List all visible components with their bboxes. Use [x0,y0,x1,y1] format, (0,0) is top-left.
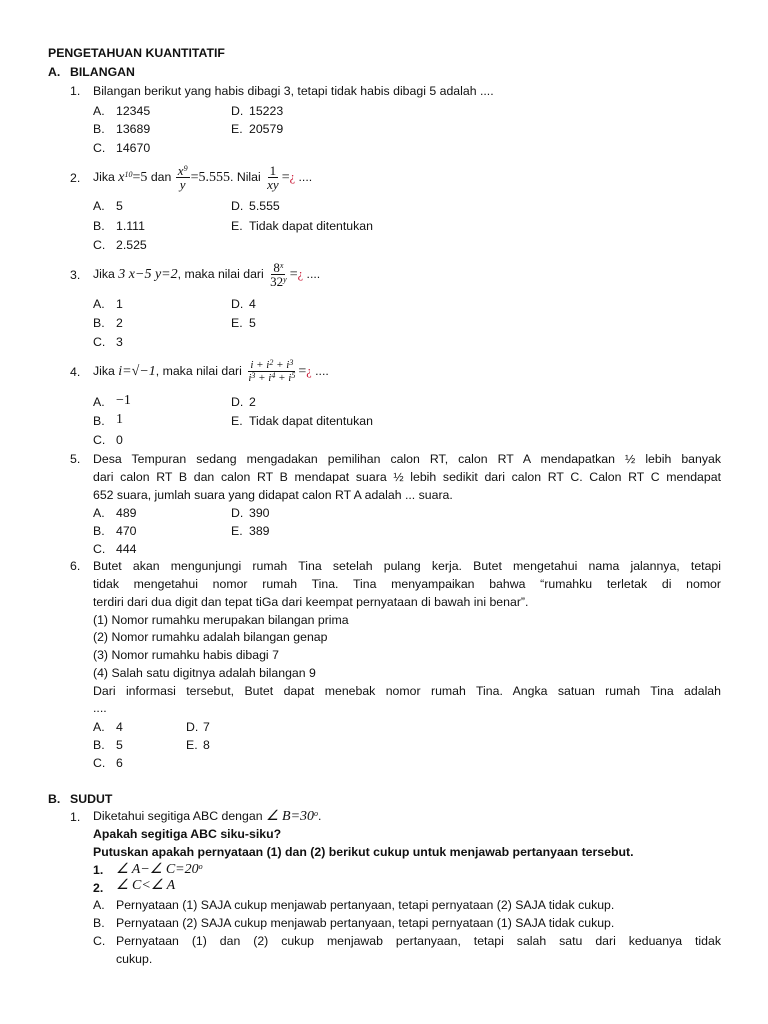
option-value: 4 [249,297,256,311]
option-value: Pernyataan (1) dan (2) cukup menjawab pertanyaan, tetapi salah satu dari keduanya tidak [116,934,721,948]
option-label: D. [186,720,199,734]
option-label: A. [93,104,105,118]
option-value: 5 [116,199,123,213]
question-text [93,807,321,826]
option-value: 14670 [116,141,151,155]
option-label: A. [93,898,105,912]
option-label: D. [231,506,244,520]
option-value: 2 [116,316,123,330]
option-value-continued: cukup. [116,952,153,966]
question-line: Dari informasi tersebut, Butet dapat menebak nomor rumah Tina. Angka satuan rumah Tina adalah [93,684,721,698]
option-label: A. [93,720,105,734]
option-value: 20579 [249,122,284,136]
degree-sign: o [198,862,203,871]
section-b-label: B. [48,792,61,806]
math-eq2: =5.555 [190,170,230,185]
option-label: E. [231,524,243,538]
option-label: C. [93,756,106,770]
question-line: terdiri dari dua digit dan tepat tiGa dari keempat pernyataan di bawah ini benar”. [93,595,529,609]
question-text [93,256,320,293]
option-value: 444 [116,542,137,556]
option-value: Tidak dapat ditentukan [249,414,373,428]
statement: ∠ C<∠ A [116,878,176,893]
question-number: 2. [70,171,81,185]
statement: (1) Nomor rumahku merupakan bilangan prima [93,613,349,627]
text-dots: .... [311,364,329,378]
math-eq1: =5 [132,170,148,185]
question-line: 652 suara, jumlah suara yang didapat calon RT A adalah ... suara. [93,488,453,502]
degree-sign: o [314,809,319,818]
option-value: −1 [116,393,131,408]
instruction: Putuskan apakah pernyataan (1) dan (2) berikut cukup untuk menjawab pertanyaan tersebut. [93,845,634,859]
statement: (4) Salah satu digitnya adalah bilangan 9 [93,666,316,680]
math-eq: = [289,267,298,282]
option-value: Pernyataan (2) SAJA cukup menjawab pertanyaan, tetapi pernyataan (1) SAJA tidak cukup. [116,916,615,930]
math-equation: i=√−1 [118,364,156,379]
question-text [93,160,312,195]
answer-placeholder: ¿ [306,364,312,378]
option-label: E. [231,122,243,136]
math-angle-b: ∠ B=30 [265,809,315,824]
option-label: E. [231,219,243,233]
fraction-1-over-xy: $\frac{1}{xy}$ [267,163,279,193]
option-label: C. [93,433,106,447]
option-label: B. [93,122,105,136]
option-label: A. [93,395,105,409]
question-line: Desa Tempuran sedang mengadakan pemilihan calon RT, calon RT A mendapatkan ½ lebih banyak [93,452,721,466]
option-value: 13689 [116,122,151,136]
question-line: Butet akan mengunjungi rumah Tina setelah pulang kerja. Butet mengetahui nama jalannya, tetapi [93,559,721,573]
section-a-title: BILANGAN [70,65,135,79]
option-value: Pernyataan (1) SAJA cukup menjawab pertanyaan, tetapi pernyataan (2) SAJA tidak cukup. [116,898,615,912]
page-title: PENGETAHUAN KUANTITATIF [48,46,225,60]
fraction-i-powers: $\frac{i + i^2 + i^3}{i^3 + i^4 + i^5}$ [248,358,296,385]
fraction-8x-over-32y: $\frac{8^x}{32^y}$ [270,260,287,290]
question-number: 6. [70,559,81,573]
option-value: 1.111 [116,219,145,233]
option-label: B. [93,738,105,752]
answer-placeholder: ¿ [289,170,296,184]
option-value: 6 [116,756,123,770]
statement [116,860,203,879]
option-label: E. [231,414,243,428]
option-value: 7 [203,720,210,734]
option-label: E. [231,316,243,330]
option-value: 1 [116,412,123,427]
text-dan: dan [150,170,172,184]
text-period: . [318,809,322,823]
option-value: 389 [249,524,270,538]
section-a-label: A. [48,65,61,79]
question-line: tidak mengetahui nomor rumah Tina. Tina menyampaikan bahwa “rumahku terletak di nomor [93,577,721,591]
option-value: 5.555 [249,199,280,213]
option-value: 2 [249,395,256,409]
question-number: 3. [70,268,81,282]
option-label: B. [93,219,105,233]
option-value: 5 [249,316,256,330]
question-line: dari calon RT B dan calon RT B mendapat suara ½ lebih sedikit dari calon RT C. Calon RT C mendapat [93,470,721,484]
text-maka: , maka nilai dari [177,267,264,281]
question-number: 4. [70,365,81,379]
option-label: C. [93,542,106,556]
question-text: Bilangan berikut yang habis dibagi 3, tetapi tidak habis dibagi 5 adalah .... [93,84,494,98]
text-jika: Jika [93,267,115,281]
text-intro: Diketahui segitiga ABC dengan [93,809,263,823]
math-eq3: = [281,170,290,185]
math-x10: $x^{10}$ [118,170,133,185]
statement: (3) Nomor rumahku habis dibagi 7 [93,648,279,662]
option-value: Tidak dapat ditentukan [249,219,373,233]
option-value: 489 [116,506,137,520]
math-angle-diff: ∠ A−∠ C=20 [116,862,199,877]
option-value: 2.525 [116,238,147,252]
statement-number: 2. [93,881,104,895]
question-text [93,352,329,391]
question-number: 1. [70,810,81,824]
option-label: D. [231,395,244,409]
option-value: 15223 [249,104,284,118]
option-value: 1 [116,297,123,311]
statement-number: 1. [93,863,104,877]
option-value: 0 [116,433,123,447]
option-value: 390 [249,506,270,520]
option-label: D. [231,199,244,213]
text-dots: .... [303,267,321,281]
option-label: E. [186,738,198,752]
text-dots: .... [295,170,313,184]
option-label: D. [231,104,244,118]
option-label: A. [93,297,105,311]
fraction-x9-over-y: $\frac{x^9}{y}$ [177,163,188,193]
answer-placeholder: ¿ [297,267,304,281]
option-value: 5 [116,738,123,752]
question-number: 1. [70,84,81,98]
text-maka: , maka nilai dari [155,364,242,378]
text-nilai: . Nilai [229,170,261,184]
section-b-title: SUDUT [70,792,113,806]
option-label: B. [93,916,105,930]
question-number: 5. [70,452,81,466]
question-line: .... [93,701,107,715]
option-label: B. [93,316,105,330]
text-jika: Jika [93,364,115,378]
option-label: C. [93,335,106,349]
option-label: A. [93,199,105,213]
option-value: 4 [116,720,123,734]
option-label: B. [93,414,105,428]
option-label: B. [93,524,105,538]
text-jika: Jika [93,170,115,184]
question-prompt: Apakah segitiga ABC siku-siku? [93,827,282,841]
option-label: A. [93,506,105,520]
option-label: C. [93,141,106,155]
option-value: 12345 [116,104,151,118]
option-value: 8 [203,738,210,752]
math-eq: = [298,364,307,379]
option-value: 470 [116,524,137,538]
option-value: 3 [116,335,123,349]
math-equation: 3 x−5 y=2 [118,267,178,282]
option-label: C. [93,934,106,948]
option-label: C. [93,238,106,252]
option-label: D. [231,297,244,311]
statement: (2) Nomor rumahku adalah bilangan genap [93,630,328,644]
